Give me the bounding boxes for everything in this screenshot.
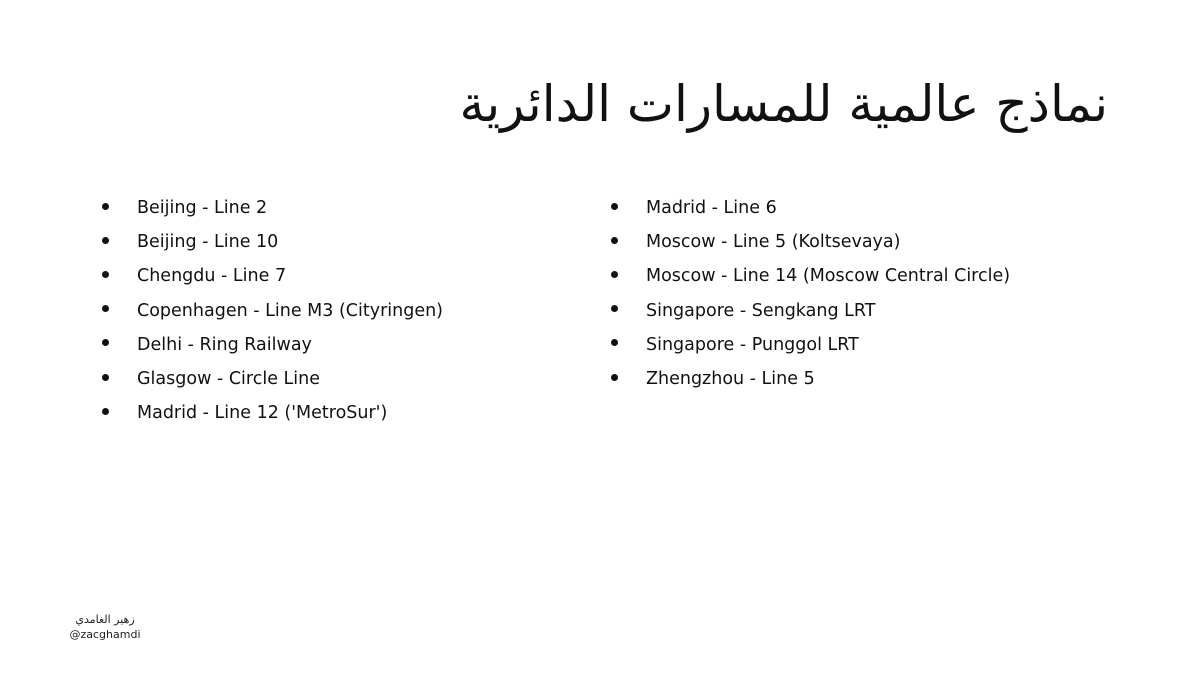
bullet-icon bbox=[102, 339, 109, 346]
list-item-text: Zhengzhou - Line 5 bbox=[646, 369, 815, 390]
bullet-icon bbox=[611, 305, 618, 312]
bullet-icon bbox=[611, 271, 618, 278]
bullet-icon bbox=[611, 237, 618, 244]
list-item bbox=[611, 259, 1010, 293]
list-item bbox=[611, 225, 1010, 259]
list-item bbox=[611, 191, 1010, 225]
list-item-text: Madrid - Line 6 bbox=[646, 198, 777, 219]
bullet-icon bbox=[102, 237, 109, 244]
list-item bbox=[102, 191, 443, 225]
bullet-icon bbox=[102, 408, 109, 415]
list-item-text: Delhi - Ring Railway bbox=[137, 334, 312, 355]
bullet-icon bbox=[611, 203, 618, 210]
bullet-icon bbox=[102, 305, 109, 312]
list-item bbox=[611, 328, 1010, 362]
bullet-icon bbox=[102, 203, 109, 210]
list-item-text: Beijing - Line 2 bbox=[137, 198, 268, 219]
list-item bbox=[102, 259, 443, 293]
right-bullet-list bbox=[611, 191, 1010, 396]
list-item-text: Copenhagen - Line M3 (Cityringen) bbox=[137, 300, 444, 321]
list-item bbox=[611, 294, 1010, 328]
author-handle: @zacghamdi bbox=[69, 628, 141, 641]
list-item bbox=[102, 225, 443, 259]
list-item-text: Glasgow - Circle Line bbox=[137, 369, 321, 390]
list-item bbox=[102, 294, 443, 328]
bullet-icon bbox=[611, 374, 618, 381]
list-item-text: Madrid - Line 12 ('MetroSur') bbox=[137, 403, 388, 424]
slide-title: نماذج عالمية للمسارات الدائرية bbox=[459, 75, 1108, 133]
author-signature bbox=[62, 612, 148, 642]
bullet-icon bbox=[102, 271, 109, 278]
bullet-icon bbox=[611, 339, 618, 346]
list-item bbox=[102, 362, 443, 396]
list-item-text: Beijing - Line 10 bbox=[137, 232, 279, 253]
left-bullet-list bbox=[102, 191, 443, 430]
bullet-icon bbox=[102, 374, 109, 381]
list-item-text: Moscow - Line 14 (Moscow Central Circle) bbox=[646, 266, 1011, 287]
author-name: زهير الغامدي bbox=[75, 613, 135, 626]
list-item-text: Moscow - Line 5 (Koltsevaya) bbox=[646, 232, 901, 253]
list-item-text: Singapore - Sengkang LRT bbox=[646, 300, 876, 321]
list-item bbox=[102, 396, 443, 430]
list-item-text: Chengdu - Line 7 bbox=[137, 266, 287, 287]
list-item bbox=[102, 328, 443, 362]
list-item bbox=[611, 362, 1010, 396]
list-item-text: Singapore - Punggol LRT bbox=[646, 334, 859, 355]
